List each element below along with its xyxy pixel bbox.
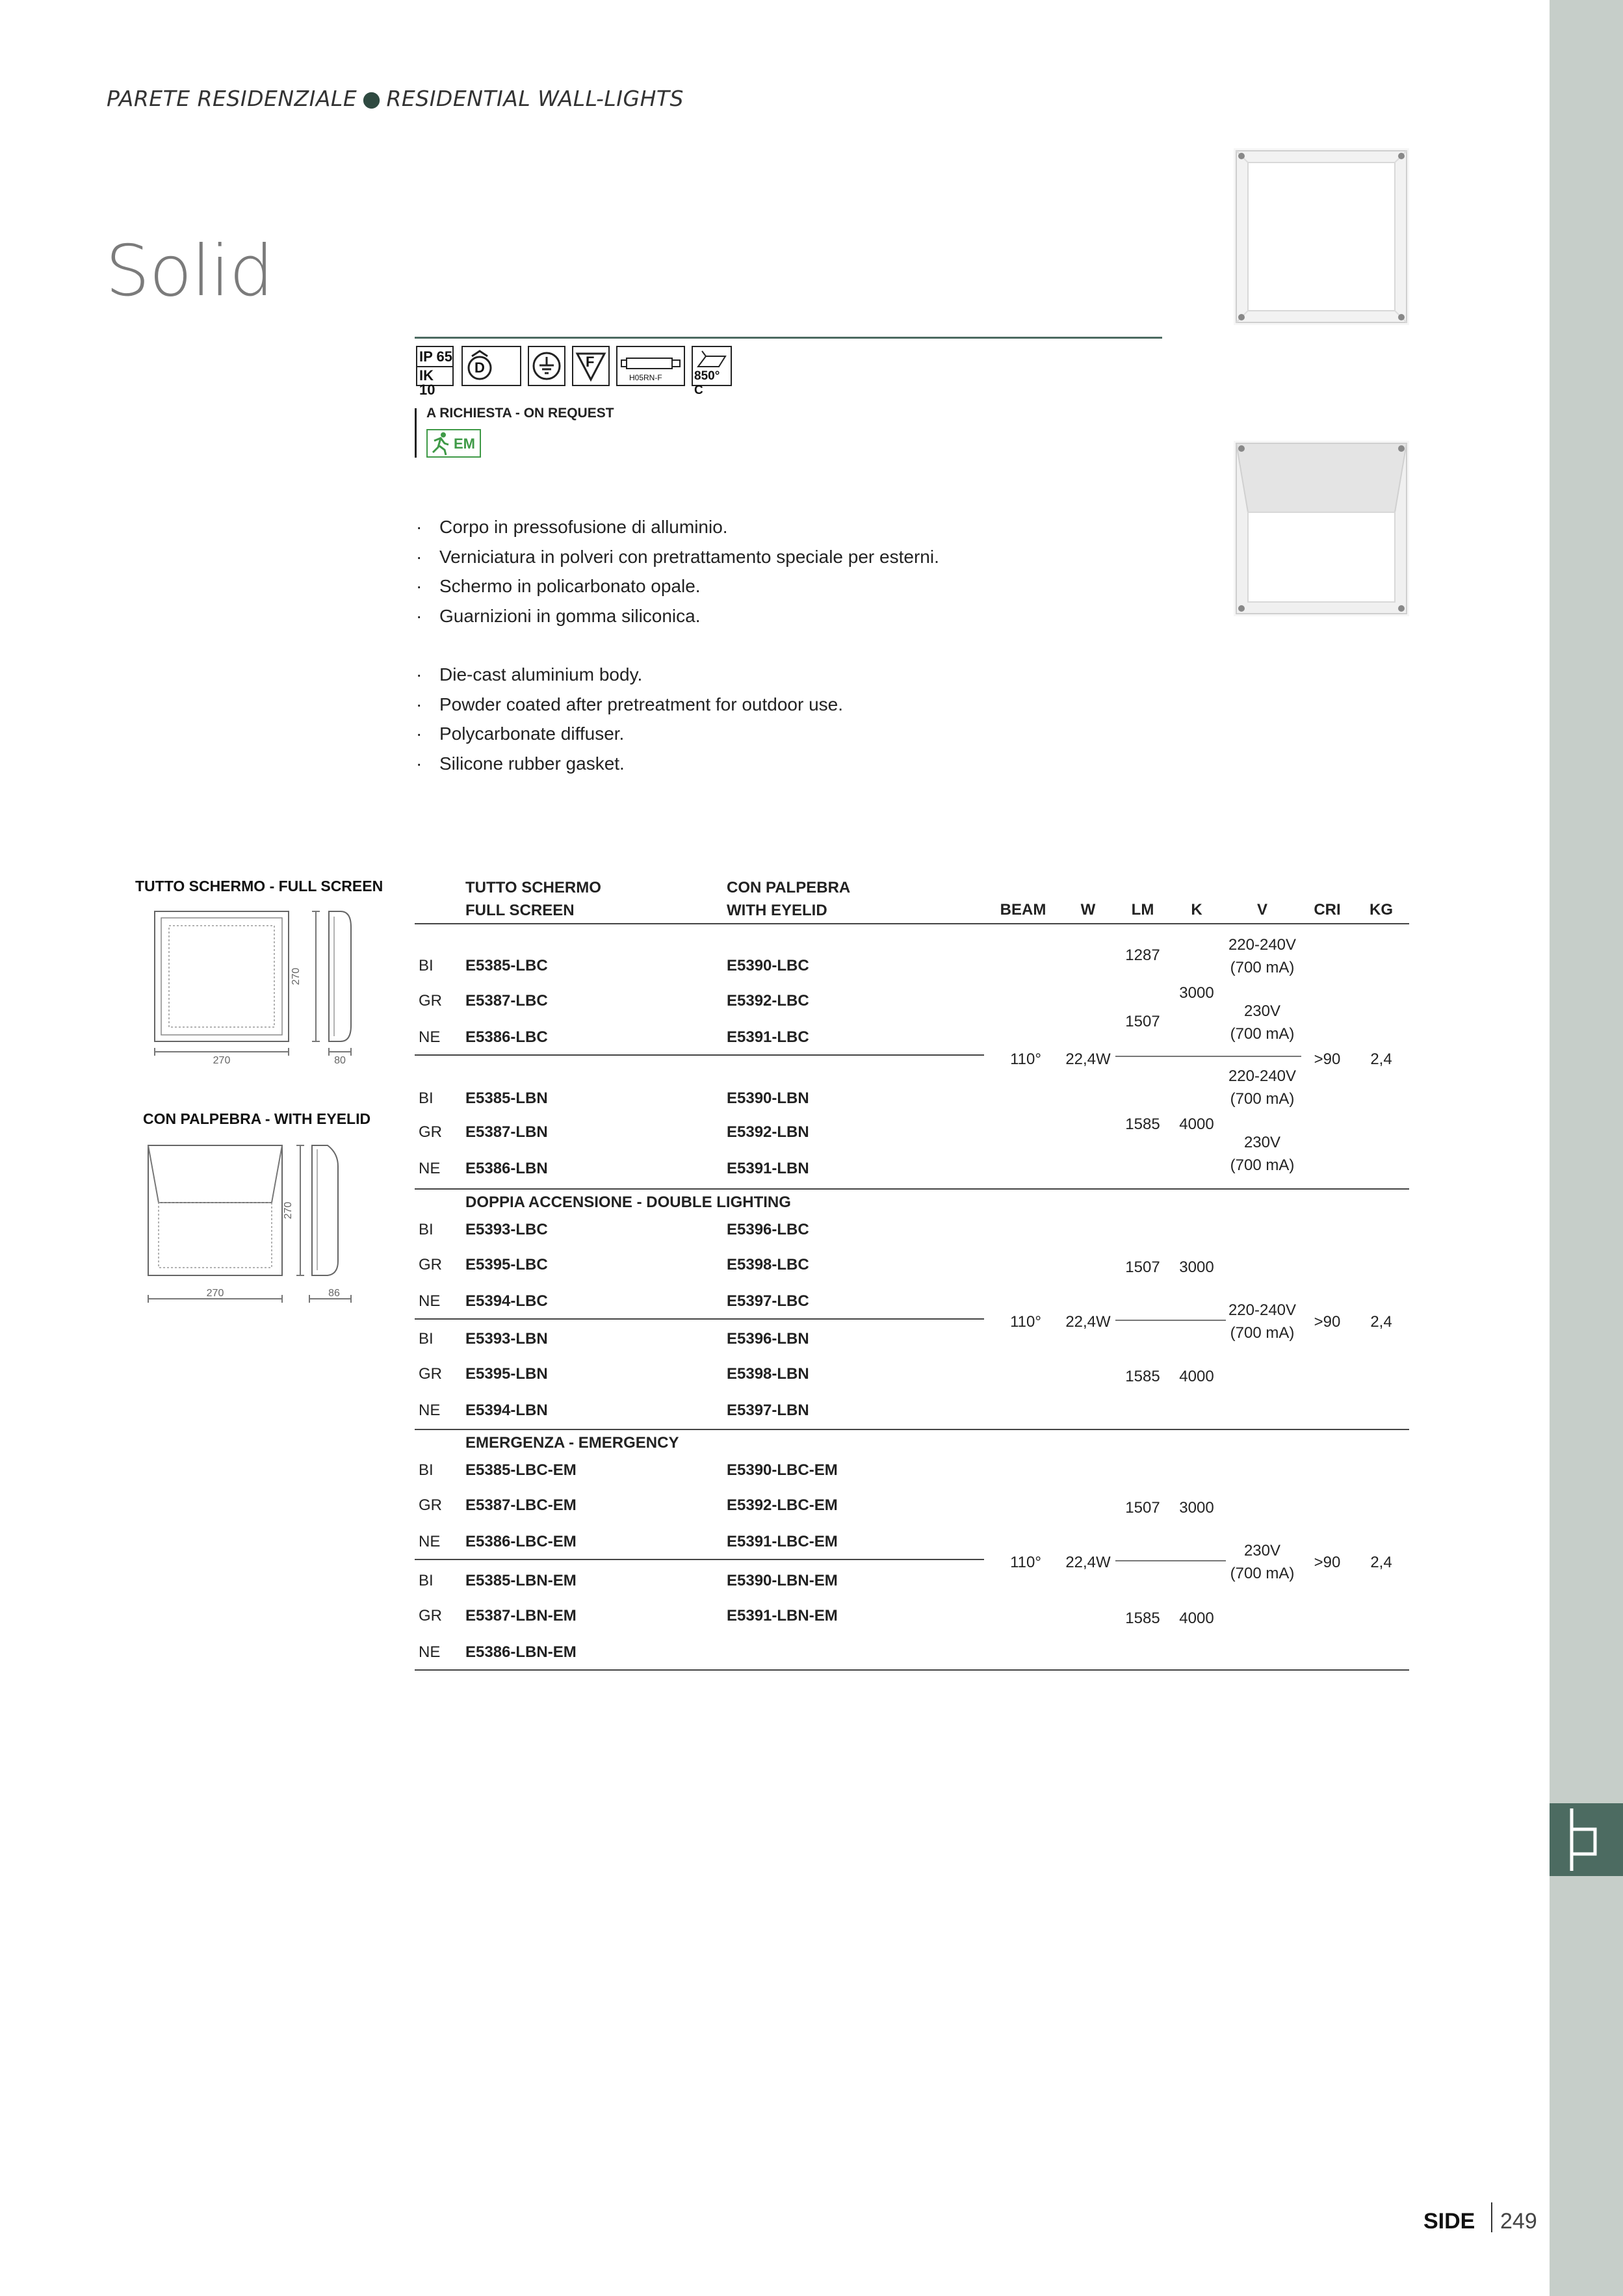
row-color: BI [419,1572,434,1589]
header-cri: CRI [1314,901,1341,919]
spec-k: 3000 [1179,1259,1214,1276]
drawing-label-with-eyelid: CON PALPEBRA - WITH EYELID [143,1110,371,1127]
row-code-full: E5385-LBN-EM [465,1572,577,1589]
on-request-bar [415,408,417,458]
spec-cri: >90 [1314,1050,1341,1068]
row-code-eyelid: E5391-LBN-EM [727,1607,838,1624]
feature-item: · Guarnizioni in gomma siliconica. [416,601,939,631]
spec-lm: 1507 [1125,1013,1160,1030]
row-color: GR [419,1365,442,1383]
feature-item: · Corpo in pressofusione di alluminio. [416,512,939,542]
row-color: BI [419,1089,434,1107]
section-title-double-lighting: DOPPIA ACCENSIONE - DOUBLE LIGHTING [465,1194,791,1211]
row-code-full: E5385-LBC [465,957,548,974]
header-kg: KG [1370,901,1393,919]
f-mark-icon [572,346,610,386]
features-italian [416,512,939,631]
product-photo-full-screen [1234,148,1409,325]
row-code-eyelid: E5392-LBN [727,1123,809,1141]
spec-w: 22,4W [1065,1554,1111,1571]
dim-height: 270 [291,967,302,985]
f-mark-label: F [586,354,595,370]
feature-item: · Schermo in policarbonato opale. [416,571,939,601]
row-code-eyelid: E5392-LBC-EM [727,1496,838,1514]
row-code-full: E5393-LBC [465,1221,548,1238]
feature-item: · Verniciatura in polveri con pretrattamento speciale per esterni. [416,542,939,572]
spec-kg: 2,4 [1370,1313,1392,1331]
spec-v: 230V (700 mA) [1230,1002,1295,1043]
emergency-badge [426,429,481,458]
row-color: GR [419,1256,442,1273]
row-code-eyelid: E5390-LBC [727,957,809,974]
row-color: GR [419,1607,442,1624]
row-color: NE [419,1402,441,1419]
spec-k: 4000 [1179,1610,1214,1627]
bullet-dot-icon: ● [362,86,382,111]
cable-icon [616,346,685,386]
header-beam: BEAM [1000,901,1046,919]
spec-lm: 1287 [1125,946,1160,964]
spec-k: 4000 [1179,1115,1214,1133]
row-group-rule [415,1054,984,1056]
spec-lm: 1585 [1125,1368,1160,1385]
ip-rating: IP 65 [419,348,452,365]
spec-lm: 1507 [1125,1259,1160,1276]
row-code-full: E5387-LBN-EM [465,1607,577,1624]
row-color: GR [419,1496,442,1514]
spec-beam: 110° [1010,1050,1041,1068]
technical-drawing-full-screen [146,907,367,1076]
spec-k: 3000 [1179,984,1214,1002]
row-code-full: E5387-LBC-EM [465,1496,577,1514]
row-color: BI [419,1461,434,1479]
spec-v: 220-240V (700 mA) [1228,1067,1297,1108]
features-english [416,660,843,778]
row-code-full: E5394-LBC [465,1292,548,1310]
spec-lm: 1507 [1125,1499,1160,1517]
feature-item: · Polycarbonate diffuser. [416,719,843,749]
spec-w: 22,4W [1065,1313,1111,1331]
row-color: NE [419,1160,441,1177]
row-code-full: E5393-LBN [465,1330,548,1348]
section-rule [415,1429,1409,1430]
row-code-full: E5386-LBN-EM [465,1643,577,1661]
d-mark-label: D [474,359,485,376]
row-code-full: E5395-LBC [465,1256,548,1273]
spec-v: 230V (700 mA) [1230,1134,1295,1174]
row-code-full: E5395-LBN [465,1365,548,1383]
spec-rule [1115,1560,1226,1561]
row-code-eyelid: E5391-LBC [727,1028,809,1046]
header-with-eyelid-en: WITH EYELID [727,902,827,919]
table-bottom-rule [415,1669,1409,1671]
dim-height: 270 [283,1201,294,1220]
row-color: NE [419,1643,441,1661]
row-group-rule [415,1559,984,1560]
table-rule [415,923,1409,924]
spec-lm: 1585 [1125,1610,1160,1627]
technical-drawing-with-eyelid [142,1140,363,1309]
product-title: Solid [105,231,274,312]
header-lm: LM [1131,901,1154,919]
row-code-eyelid: E5397-LBC [727,1292,809,1310]
dim-depth: 86 [328,1288,340,1299]
spec-v: 230V (700 mA) [1230,1542,1295,1582]
cable-label: H05RN-F [629,373,662,382]
section-tab-icon [1550,1803,1623,1876]
row-code-eyelid: E5398-LBN [727,1365,809,1383]
row-code-eyelid: E5392-LBC [727,992,809,1010]
row-code-eyelid: E5390-LBN [727,1089,809,1107]
row-code-full: E5394-LBN [465,1402,548,1419]
header-full-screen-it: TUTTO SCHERMO [465,879,601,896]
feature-item: · Silicone rubber gasket. [416,749,843,779]
row-code-eyelid: E5396-LBC [727,1221,809,1238]
sidebar-band [1550,0,1623,2296]
row-color: GR [419,1123,442,1141]
row-code-full: E5386-LBN [465,1160,548,1177]
spec-beam: 110° [1010,1313,1041,1331]
title-divider [415,337,1162,339]
header-en: RESIDENTIAL WALL-LIGHTS [386,86,684,111]
section-tab[interactable] [1550,1803,1623,1876]
spec-k: 3000 [1179,1499,1214,1517]
d-mark-icon [461,346,521,386]
class-one-earth-icon [528,346,565,386]
spec-v: 220-240V (700 mA) [1228,936,1297,976]
feature-item: · Powder coated after pretreatment for outdoor use. [416,690,843,720]
section-title-emergency: EMERGENZA - EMERGENCY [465,1434,679,1452]
row-code-full: E5386-LBC [465,1028,548,1046]
row-code-eyelid: E5391-LBC-EM [727,1533,838,1550]
footer-brand: SIDE [1423,2209,1475,2234]
row-code-full: E5387-LBN [465,1123,548,1141]
row-color: NE [419,1292,441,1310]
row-code-full: E5385-LBC-EM [465,1461,577,1479]
dim-width: 270 [206,1288,224,1299]
glow-wire-label: 850° C [694,369,720,397]
spec-k: 4000 [1179,1368,1214,1385]
footer-separator [1491,2202,1492,2232]
row-code-eyelid: E5398-LBC [727,1256,809,1273]
emergency-badge-label: EM [454,436,475,452]
spec-kg: 2,4 [1370,1554,1392,1571]
ik-rating: IK 10 [419,367,435,398]
row-color: BI [419,957,434,974]
product-photo-with-eyelid [1234,441,1409,616]
spec-rule [1115,1320,1226,1321]
row-code-eyelid: E5396-LBN [727,1330,809,1348]
page-number: 249 [1500,2209,1537,2234]
drawing-label-full-screen: TUTTO SCHERMO - FULL SCREEN [135,878,383,894]
row-color: GR [419,992,442,1010]
header-with-eyelid-it: CON PALPEBRA [727,879,851,896]
header-full-screen [465,876,601,922]
spec-rule [1115,1056,1301,1057]
row-code-full: E5387-LBC [465,992,548,1010]
row-code-eyelid: E5390-LBC-EM [727,1461,838,1479]
row-color: BI [419,1221,434,1238]
running-man-icon [429,430,454,456]
row-code-full: E5385-LBN [465,1089,548,1107]
row-code-eyelid: E5397-LBN [727,1402,809,1419]
spec-w: 22,4W [1065,1050,1111,1068]
spec-cri: >90 [1314,1313,1341,1331]
section-header [107,86,684,111]
header-v: V [1256,901,1268,919]
header-k: K [1191,901,1202,919]
row-color: NE [419,1028,441,1046]
row-color: NE [419,1533,441,1550]
dim-depth: 80 [334,1055,346,1066]
header-it: PARETE RESIDENZIALE [107,86,357,111]
header-with-eyelid [727,876,850,922]
spec-lm: 1585 [1125,1115,1160,1133]
row-code-full: E5386-LBC-EM [465,1533,577,1550]
glow-wire-icon [692,346,732,397]
spec-beam: 110° [1010,1554,1041,1571]
header-full-screen-en: FULL SCREEN [465,902,575,919]
spec-cri: >90 [1314,1554,1341,1571]
section-rule [415,1188,1409,1190]
feature-item: · Die-cast aluminium body. [416,660,843,690]
spec-kg: 2,4 [1370,1050,1392,1068]
row-color: BI [419,1330,434,1348]
on-request-label: A RICHIESTA - ON REQUEST [426,406,614,421]
row-code-eyelid: E5391-LBN [727,1160,809,1177]
row-code-eyelid: E5390-LBN-EM [727,1572,838,1589]
row-group-rule [415,1318,984,1320]
ip-ik-icon [416,346,454,398]
spec-v: 220-240V (700 mA) [1228,1301,1297,1342]
header-w: W [1080,901,1096,919]
dim-width: 270 [213,1055,231,1066]
